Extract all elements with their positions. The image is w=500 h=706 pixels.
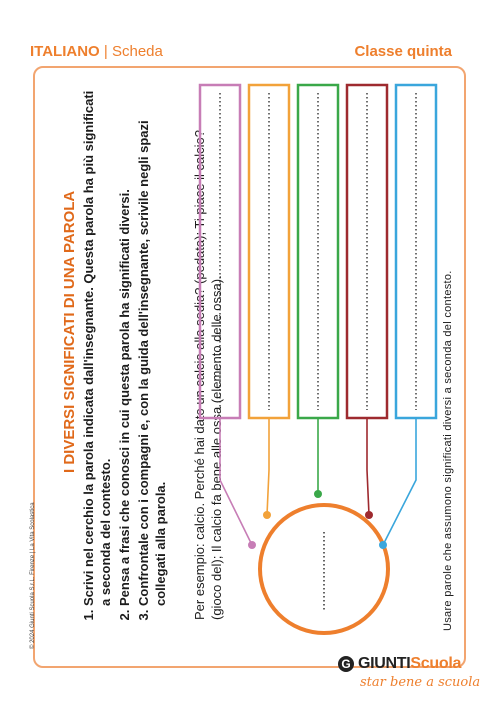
header-separator: | (103, 43, 108, 60)
grade-label: Classe quinta (354, 43, 452, 60)
connector-dot (379, 541, 387, 549)
connector-lines (220, 418, 416, 549)
logo-g-icon: G (338, 656, 354, 672)
copyright-note: © 2024 Giunti Scuola S.r.L. Firenze | La Vita Scolastica (30, 502, 36, 649)
connector-line (220, 418, 252, 545)
meaning-box[interactable] (396, 85, 436, 418)
meaning-boxes (200, 85, 436, 418)
meaning-box[interactable] (347, 85, 387, 418)
worksheet-title: I DIVERSI SIGNIFICATI DI UNA PAROLA (61, 190, 78, 473)
logo-brand (358, 655, 461, 673)
logo-brand-dark: GIUNTI (358, 655, 411, 672)
section-label: Scheda (111, 43, 163, 60)
connector-dot (248, 541, 256, 549)
meaning-box[interactable] (249, 85, 289, 418)
logo-tagline: star bene a scuola (360, 675, 481, 690)
meaning-box[interactable] (298, 85, 338, 418)
instruction-step: 3. Confrontale con i compagni e, con la guida dell'insegnante, scrivile negli spazi collegati alla parola. (135, 86, 169, 606)
connector-line (367, 418, 369, 515)
word-circle[interactable] (260, 505, 388, 633)
example-text: Per esempio: calcio. Perché hai dato un calcio alla sedia? (pedata); Ti piace il calcio? (gioco del); Il calcio fa bene alle ossa (elemento delle ossa). (192, 130, 224, 620)
logo-brand-orange: Scuola (410, 655, 462, 672)
subject-label: ITALIANO (30, 43, 100, 60)
footer-instruction: Usare parole che assumono significati diversi a seconda del contesto. (442, 270, 454, 631)
connector-dot (314, 490, 322, 498)
connector-line (267, 418, 269, 515)
giunti-scuola-logo (338, 655, 481, 695)
connector-dot (263, 511, 271, 519)
instruction-step: 2. Pensa a frasi che conosci in cui questa parola ha significati diversi. (116, 86, 133, 606)
connector-dot (365, 511, 373, 519)
meaning-box[interactable] (200, 85, 240, 418)
instruction-step: 1. Scrivi nel cerchio la parola indicata dall'insegnante. Questa parola ha più significati a seconda del contesto. (80, 86, 114, 606)
connector-line (383, 418, 416, 545)
